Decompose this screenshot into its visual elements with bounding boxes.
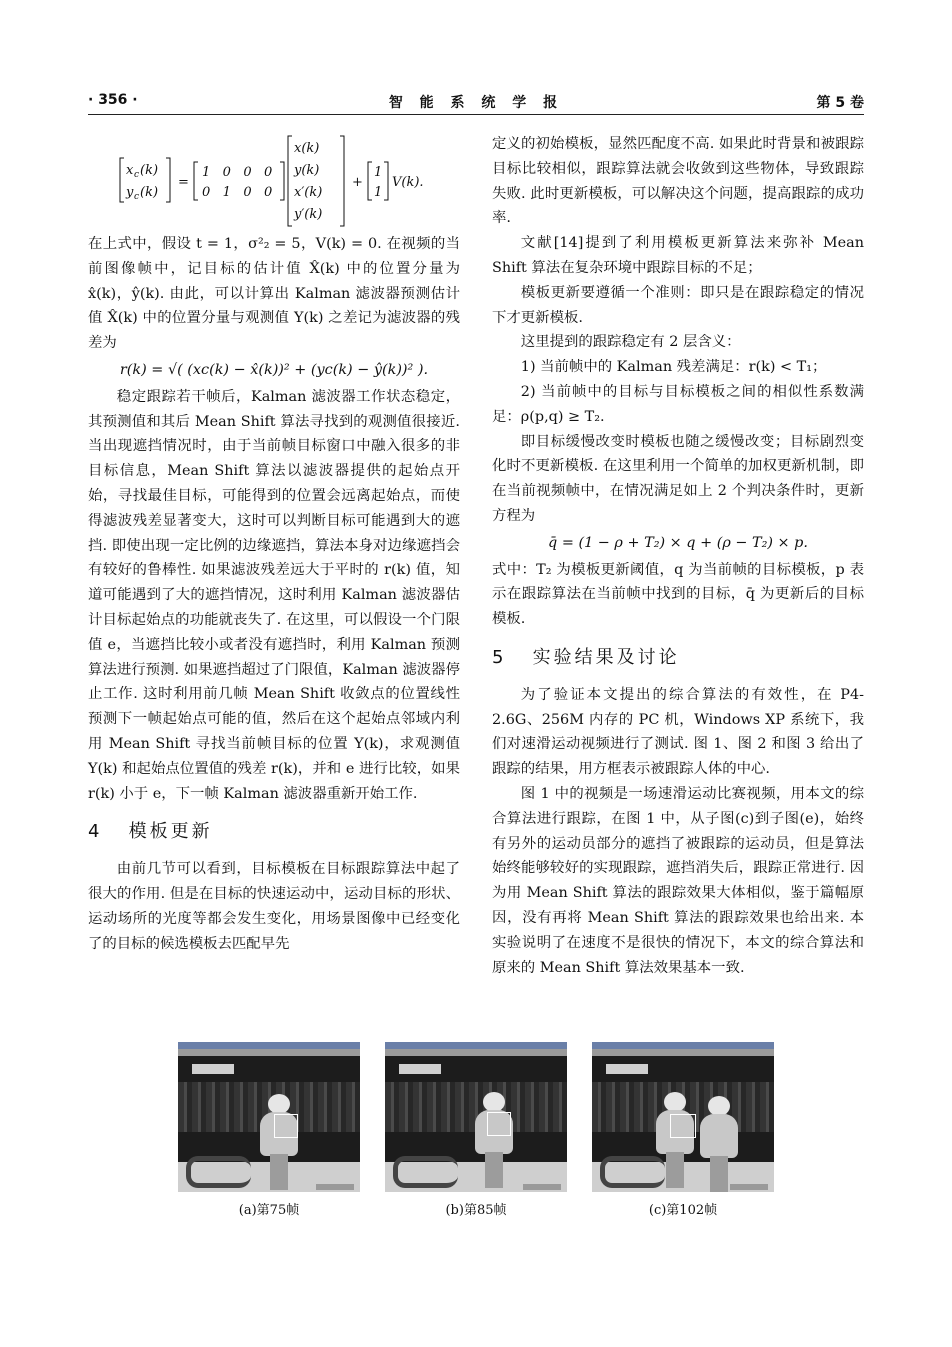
tracking-box	[487, 1112, 511, 1136]
running-header	[88, 88, 864, 114]
right-paragraph-3: 模板更新要遵循一个准则：即只是在跟踪稳定的情况下才更新模板.	[492, 284, 864, 326]
svg-text:c: c	[134, 170, 140, 180]
svg-text:(k): (k)	[140, 163, 159, 178]
template-update-equation: q̄ = (1 − ρ + T₂) × q + (ρ − T₂) × p.	[548, 534, 808, 551]
section-4-number: 4	[88, 821, 103, 843]
lhs-yc: y	[126, 185, 134, 200]
right-paragraph-7: 即目标缓慢改变时模板也随之缓慢改变；目标剧烈变化时不更新模板. 在这里利用一个简单的加权更新机制，即在当前视频帧中，在情况满足如上 2 个判决条件时，更新方程为	[492, 433, 864, 524]
figure-frame-85	[385, 1042, 567, 1192]
left-paragraph-1: 在上式中，假设 t = 1，σ²₂ = 5，V(k) = 0. 在视频的当前图像帧中，记目标的估计值 X̂(k) 中的位置分量为 x̂(k)，ŷ(k). 由此，可以计算出 Kalman 滤波器预测估计值 X̂(k) 中的位置分量与观测值 Y(k) 之差记为滤波器的残差为	[88, 236, 460, 352]
right-paragraph-9: 为了验证本文提出的综合算法的有效性，在 P4-2.6G、256M 内存的 PC 机，Windows XP 系统下，我们对速滑运动视频进行了测试. 图 1、图 2 和图 3 给出了跟踪的结果，用方框表示被跟踪人体的中心.	[492, 686, 864, 778]
section-4-heading	[88, 820, 460, 845]
condition-1: 1) 当前帧中的 Kalman 残差满足：r(k) < T₁；	[520, 359, 827, 376]
h-row-1: 1 0 0 0	[202, 165, 273, 180]
h-row-2: 0 1 0 0	[202, 185, 273, 200]
noise-term: V(k).	[392, 175, 424, 190]
right-paragraph-2: 文献[14]提到了利用模板更新算法来弥补 Mean Shift 算法在复杂环境中跟踪目标的不足；	[492, 235, 864, 276]
left-paragraph-3: 由前几节可以看到，目标模板在目标跟踪算法中起了很大的作用. 但是在目标的快速运动中，运动目标的形状、运动场所的光度等都会发生变化，用场景图像中已经变化了的目标的候选模板去匹配早先	[88, 861, 460, 952]
section-5-title: 实验结果及讨论	[532, 646, 680, 668]
right-column	[492, 132, 864, 980]
state-1: y(k)	[294, 163, 320, 178]
section-5-heading	[492, 646, 864, 671]
svg-text:+: +	[352, 175, 363, 190]
lhs-xc: x	[126, 163, 134, 178]
state-3: y′(k)	[294, 207, 323, 222]
figure-frame-102	[592, 1042, 774, 1192]
state-0: x(k)	[294, 141, 320, 156]
svg-text:c: c	[134, 192, 140, 202]
residual-equation: r(k) = √( (xc(k) − x̂(k))² + (yc(k) − ŷ(k))² ).	[119, 361, 429, 378]
state-2: x′(k)	[294, 185, 323, 200]
right-paragraph-8: 式中：T₂ 为模板更新阈值，q 为当前帧的目标模板，p 表示在跟踪算法在当前帧中找到的目标，q̄ 为更新后的目标模板.	[492, 561, 864, 628]
figure-frame-75	[178, 1042, 360, 1192]
section-4-title: 模板更新	[128, 821, 213, 843]
right-paragraph-4: 这里提到的跟踪稳定有 2 层含义：	[520, 334, 741, 351]
left-column	[88, 232, 460, 956]
svg-text:=: =	[178, 175, 189, 190]
condition-2: 2) 当前帧中的目标与目标模板之间的相似性系数满足：ρ(p,q) ≥ T₂.	[492, 383, 864, 425]
noise-1: 1	[374, 185, 383, 200]
section-5-number: 5	[492, 646, 507, 668]
svg-text:(k): (k)	[140, 185, 159, 200]
tracking-box	[670, 1114, 696, 1138]
noise-0: 1	[374, 165, 383, 180]
page-number: · 356 ·	[88, 92, 138, 108]
right-paragraph-1: 定义的初始模板，显然匹配度不高. 如果此时背景和被跟踪目标比较相似，跟踪算法就会收敛到这些物体，导致跟踪失败. 此时更新模板，可以解决这个问题，提高跟踪的成功率.	[492, 136, 864, 227]
tracking-box	[274, 1114, 298, 1138]
journal-title: 智 能 系 统 学 报	[388, 95, 564, 111]
left-paragraph-2: 稳定跟踪若干帧后，Kalman 滤波器工作状态稳定，其预测值和其后 Mean Shift 算法寻找到的观测值很接近. 当出现遮挡情况时，由于当前帧目标窗口中融入很多的非目标信息，Mean Shift 算法以滤波器提供的起始点开始，寻找最佳目标，可能得到的位置会远离起始点，而使得滤波残差显著变大，这时可以判断目标可能遇到大的遮挡. 即使出现一定比例的边缘遮挡，算法本身对边缘遮挡会有较好的鲁棒性. 如果滤波残差远大于平时的 r(k) 值，知道可能遇到了大的遮挡情况，这时利用 Kalman 滤波器估计目标起始点的功能就丧失了. 在这里，可以假设一个门限值 e，当遮挡比较小或者没有遮挡时，利用 Kalman 预测算法进行预测. 如果遮挡超过了门限值，Kalman 滤波器停止工作. 这时利用前几帧 Mean Shift 收敛点的位置线性预测下一帧起始点可能的值，然后在这个起始点邻域内利用 Mean Shift 寻找当前帧目标的位置 Y(k)，求观测值 Y(k) 和起始点位置值的残差 r(k)，并和 e 进行比较，如果 r(k) 小于 e，下一帧 Kalman 滤波器重新开始工作.	[88, 388, 460, 802]
header-rule	[88, 114, 864, 115]
figure-caption-c: (c)第102帧	[648, 1203, 718, 1218]
state-observation-equation	[118, 130, 448, 230]
right-paragraph-10: 图 1 中的视频是一场速滑运动比赛视频，用本文的综合算法进行跟踪，在图 1 中，从子图(c)到子图(e)，始终有另外的运动员部分的遮挡了被跟踪的运动员，但是算法始终能够较好的实现跟踪，遮挡消失后，跟踪正常进行. 因为用 Mean Shift 算法的跟踪效果大体相似，鉴于篇幅原因，没有再将 Mean Shift 算法的跟踪效果也给出来. 本实验说明了在速度不是很快的情况下，本文的综合算法和原来的 Mean Shift 算法效果基本一致.	[492, 785, 864, 976]
volume-label: 第 5 卷	[816, 95, 864, 111]
figure-caption-b: (b)第85帧	[445, 1203, 507, 1218]
figure-caption-a: (a)第75帧	[238, 1203, 300, 1218]
